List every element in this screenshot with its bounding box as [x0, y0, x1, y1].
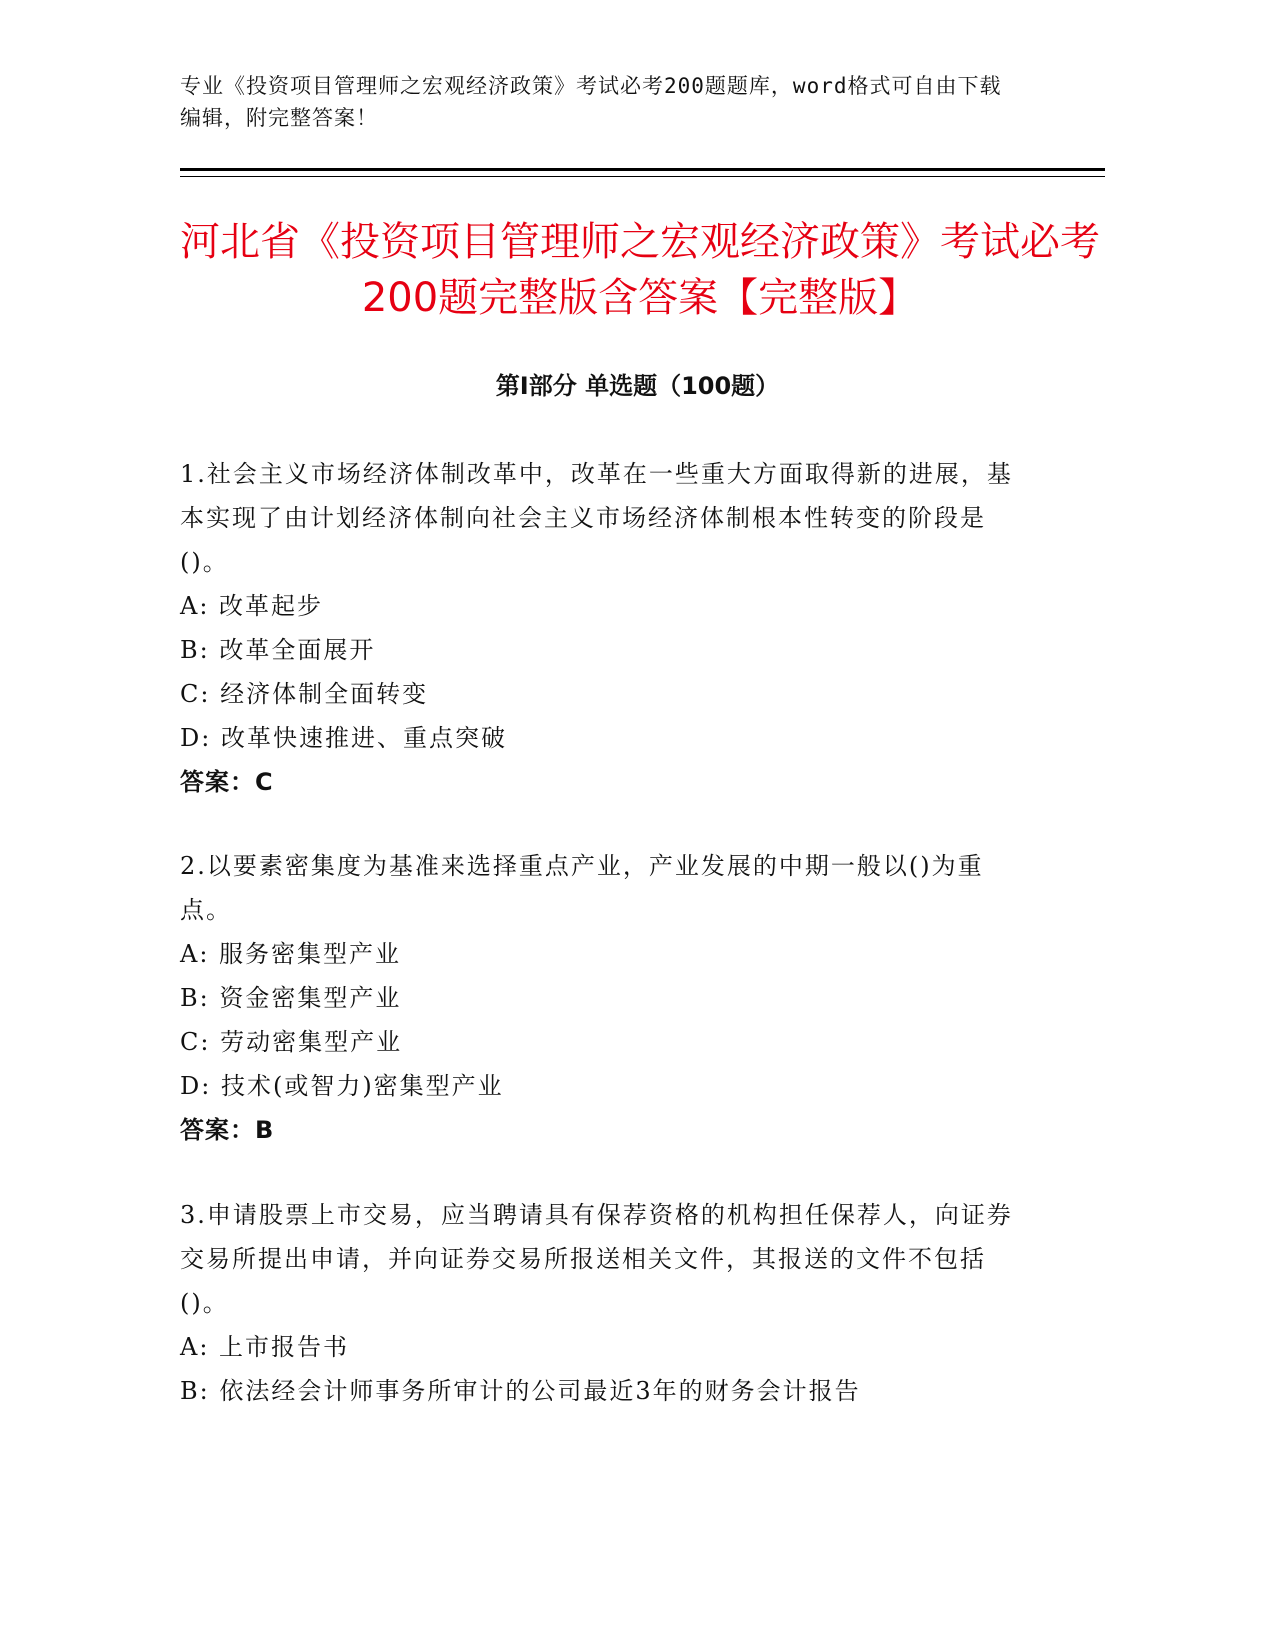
option-c: C: 劳动密集型产业	[180, 1028, 403, 1056]
question-stem: 3.申请股票上市交易，应当聘请具有保荐资格的机构担任保荐人，向证券交易所提出申请，并向证券交易所报送相关文件，其报送的文件不包括()。	[180, 1201, 1013, 1317]
header-divider-thick	[180, 168, 1105, 171]
question-stem: 2.以要素密集度为基准来选择重点产业，产业发展的中期一般以()为重点。	[180, 852, 984, 924]
answer: 答案：B	[180, 1116, 275, 1144]
option-d: D: 技术(或智力)密集型产业	[180, 1072, 504, 1100]
answer: 答案：C	[180, 768, 274, 796]
question-stem: 1.社会主义市场经济体制改革中，改革在一些重大方面取得新的进展，基本实现了由计划经济体制向社会主义市场经济体制根本性转变的阶段是()。	[180, 460, 1013, 576]
option-d: D: 改革快速推进、重点突破	[180, 724, 507, 752]
header-note: 专业《投资项目管理师之宏观经济政策》考试必考200题题库，word格式可自由下载编辑，附完整答案！	[180, 74, 1002, 130]
option-a: A: 上市报告书	[180, 1333, 350, 1361]
question-1	[180, 452, 1020, 804]
option-a: A: 服务密集型产业	[180, 940, 402, 968]
document-title: 河北省《投资项目管理师之宏观经济政策》考试必考200题完整版含答案【完整版】	[180, 219, 1100, 321]
header-divider-thin	[180, 176, 1105, 177]
section-title: 第I部分 单选题（100题）	[495, 372, 780, 400]
option-b: B: 改革全面展开	[180, 636, 376, 664]
option-a: A: 改革起步	[180, 592, 324, 620]
option-b: B: 资金密集型产业	[180, 984, 402, 1012]
question-3	[180, 1193, 1020, 1413]
question-2	[180, 844, 1020, 1152]
option-b: B: 依法经会计师事务所审计的公司最近3年的财务会计报告	[180, 1377, 861, 1405]
option-c: C: 经济体制全面转变	[180, 680, 429, 708]
